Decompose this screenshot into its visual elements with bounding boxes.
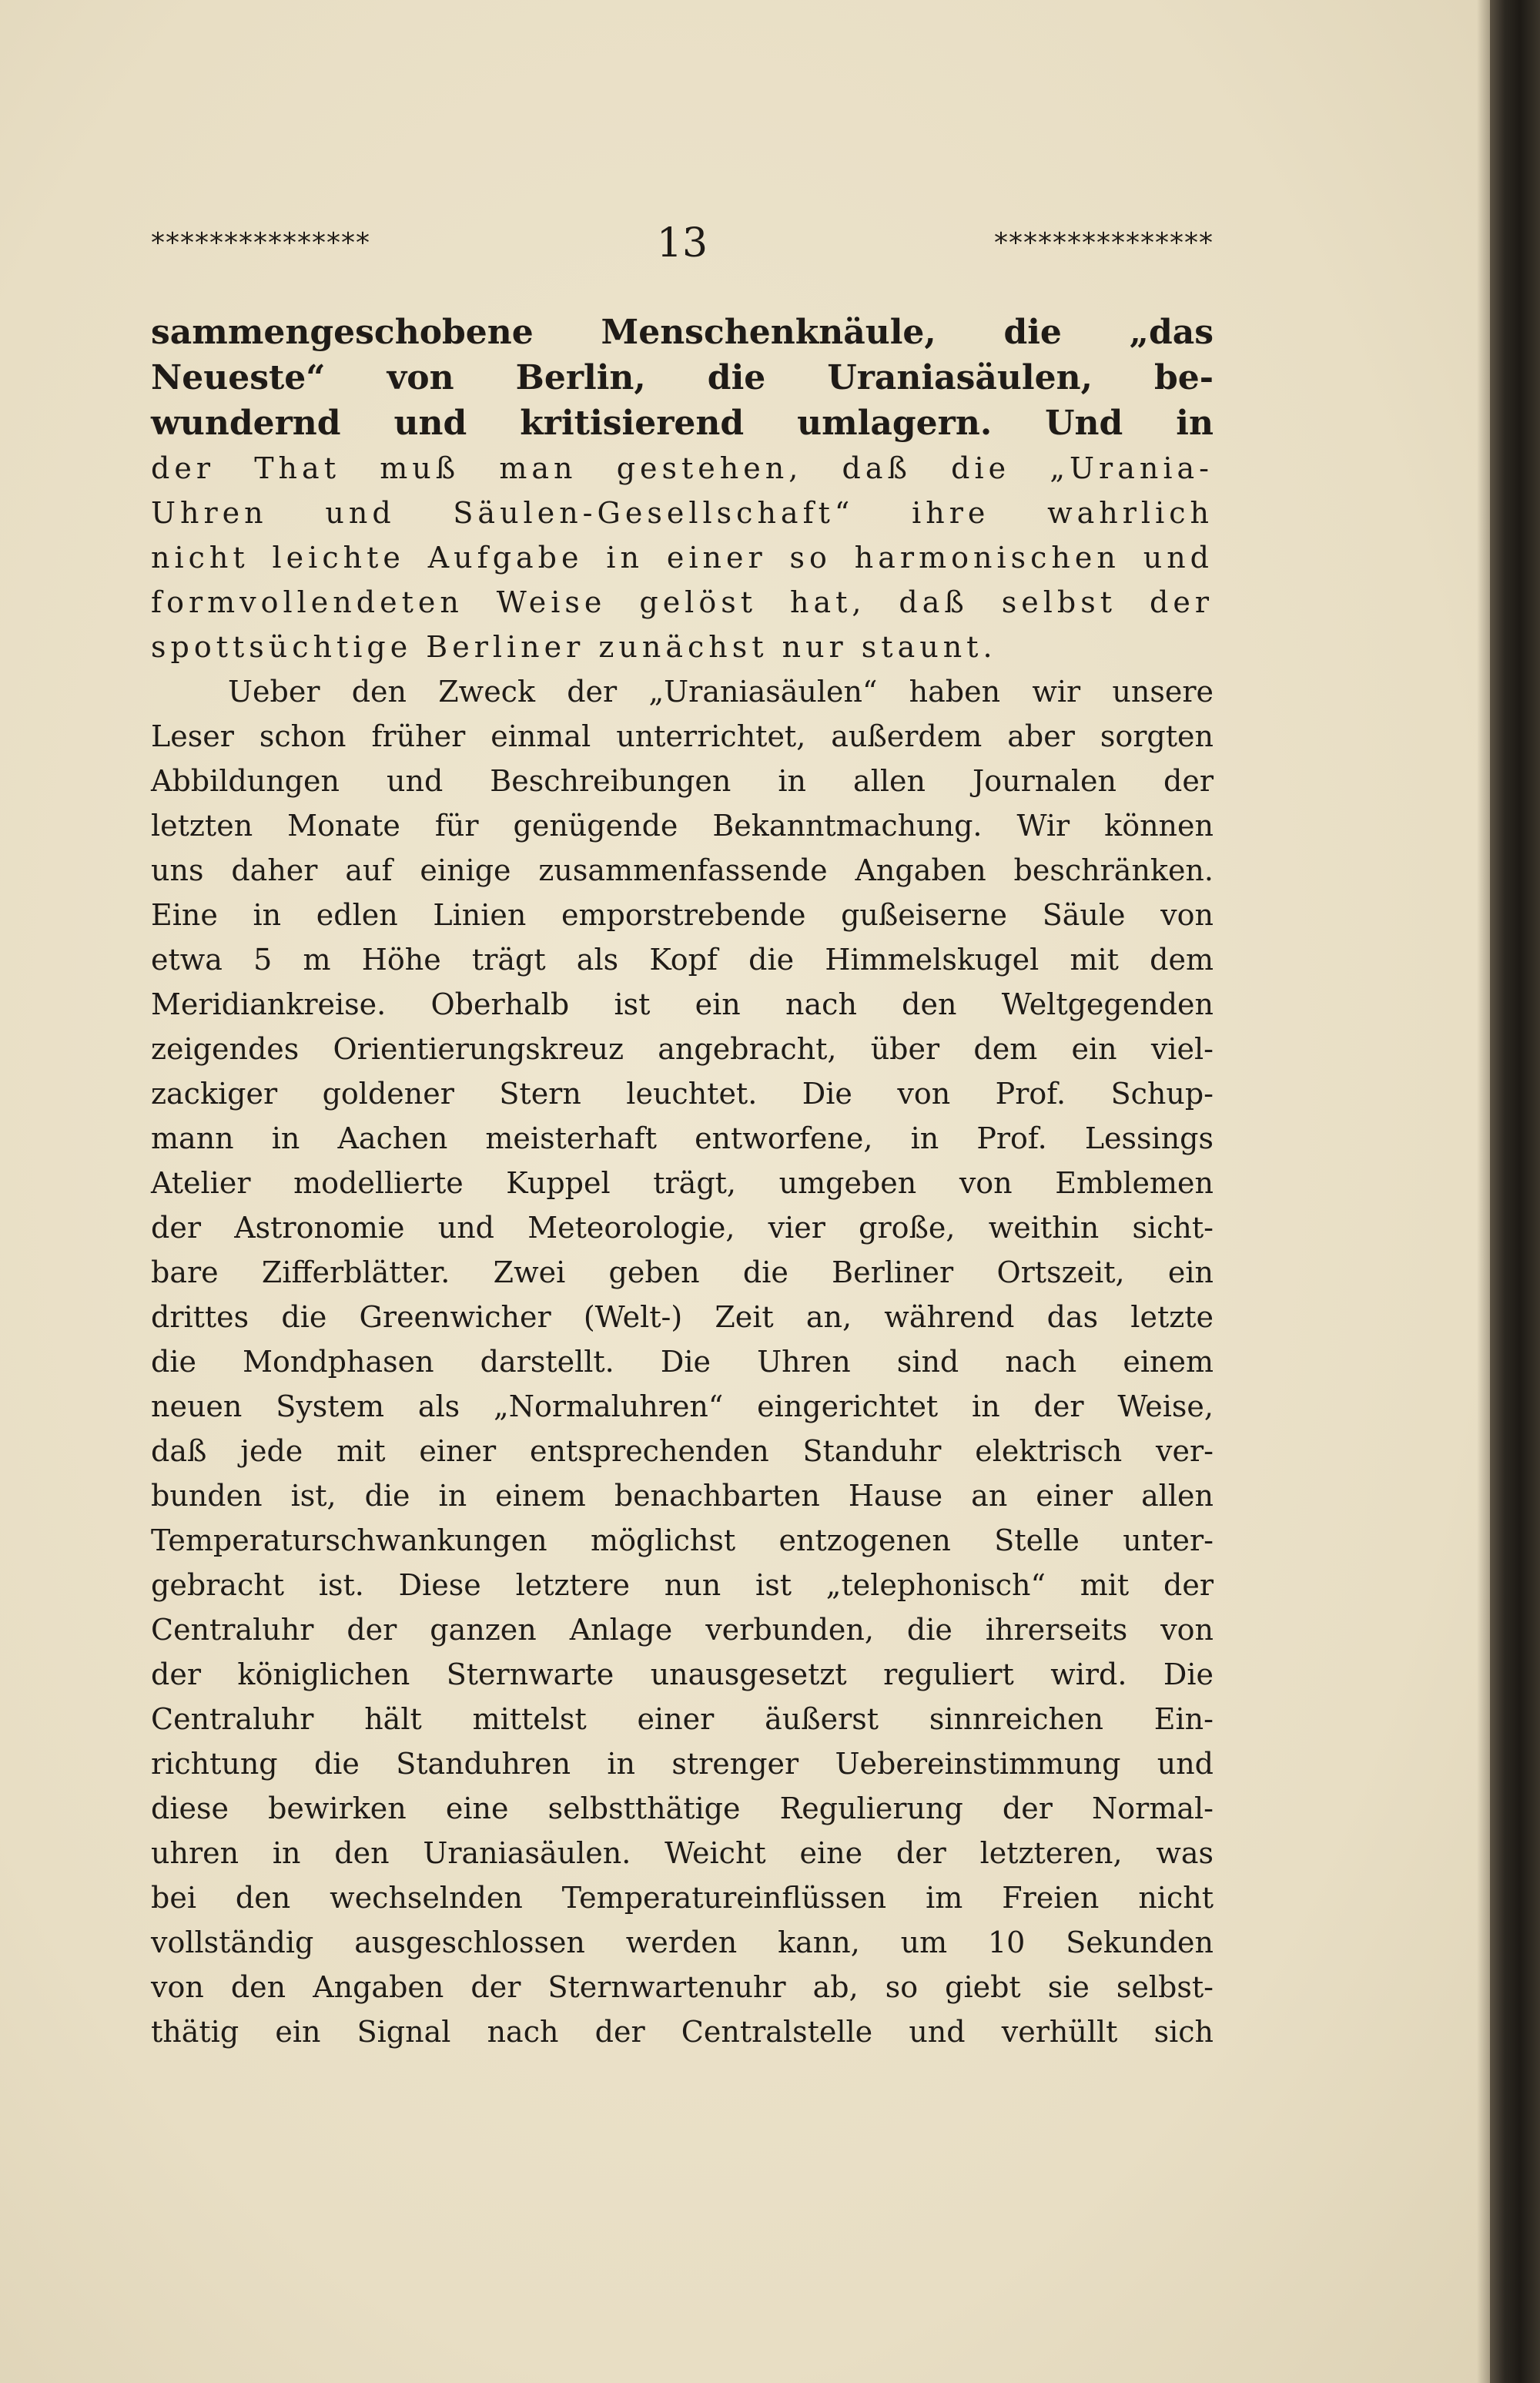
text-line: spottsüchtige Berliner zunächst nur staunt. (151, 630, 997, 664)
text-line: zeigendes Orientierungskreuz angebracht, über dem ein viel- (151, 1032, 1214, 1066)
text-line: uhren in den Uraniasäulen. Weicht eine der letzteren, was (151, 1836, 1214, 1870)
text-line: daß jede mit einer entsprechenden Standuhr elektrisch ver- (151, 1434, 1214, 1468)
text-line: Temperaturschwankungen möglichst entzogenen Stelle unter- (151, 1523, 1214, 1557)
page-number: 13 (656, 220, 708, 266)
text-line: neuen System als „Normaluhren“ eingerichtet in der Weise, (151, 1389, 1214, 1423)
text-line: bare Zifferblätter. Zwei geben die Berliner Ortszeit, ein (151, 1255, 1214, 1289)
text-line: Uhren und Säulen-Gesellschaft“ ihre wahrlich (151, 496, 1214, 530)
text-line: thätig ein Signal nach der Centralstelle und verhüllt sich (151, 2015, 1214, 2049)
page-header (151, 213, 1214, 274)
text-line: der Astronomie und Meteorologie, vier große, weithin sicht- (151, 1211, 1214, 1245)
text-line: sammengeschobene Menschenknäule, die „das (151, 313, 1214, 352)
text-line: etwa 5 m Höhe trägt als Kopf die Himmelskugel mit dem (151, 943, 1214, 977)
text-line: von den Angaben der Sternwartenuhr ab, so giebt sie selbst- (151, 1970, 1214, 2004)
text-line: formvollendeten Weise gelöst hat, daß selbst der (151, 585, 1214, 619)
page-gutter-shadow (1477, 0, 1490, 2383)
text-line: Ueber den Zweck der „Uraniasäulen“ haben wir unsere (228, 675, 1214, 709)
header-ornament-left: *************** (151, 227, 370, 259)
text-line: nicht leichte Aufgabe in einer so harmonischen und (151, 541, 1214, 575)
book-spine (1490, 0, 1540, 2383)
text-line: Meridiankreise. Oberhalb ist ein nach den Weltgegenden (151, 987, 1214, 1021)
text-line: diese bewirken eine selbstthätige Regulierung der Normal- (151, 1791, 1214, 1825)
text-line: vollständig ausgeschlossen werden kann, um 10 Sekunden (151, 1926, 1214, 1959)
text-line: Centraluhr hält mittelst einer äußerst sinnreichen Ein- (151, 1702, 1214, 1736)
body-text (151, 310, 1214, 2054)
text-line: Leser schon früher einmal unterrichtet, außerdem aber sorgten (151, 719, 1214, 753)
text-line: der That muß man gestehen, daß die „Urania- (151, 451, 1214, 485)
text-line: Neueste“ von Berlin, die Uraniasäulen, be- (151, 358, 1214, 397)
text-line: drittes die Greenwicher (Welt-) Zeit an, während das letzte (151, 1300, 1214, 1334)
text-line: zackiger goldener Stern leuchtet. Die von Prof. Schup- (151, 1077, 1214, 1111)
header-ornament-right: *************** (993, 227, 1214, 259)
text-line: bunden ist, die in einem benachbarten Hause an einer allen (151, 1479, 1214, 1513)
text-line: gebracht ist. Diese letztere nun ist „telephonisch“ mit der (151, 1568, 1214, 1602)
text-line: mann in Aachen meisterhaft entworfene, in Prof. Lessings (151, 1121, 1214, 1155)
text-line: Abbildungen und Beschreibungen in allen Journalen der (151, 764, 1214, 798)
text-line: Centraluhr der ganzen Anlage verbunden, die ihrerseits von (151, 1613, 1214, 1647)
text-line: wundernd und kritisierend umlagern. Und in (151, 404, 1214, 443)
text-line: bei den wechselnden Temperatureinflüssen im Freien nicht (151, 1881, 1214, 1915)
text-line: der königlichen Sternwarte unausgesetzt reguliert wird. Die (151, 1657, 1214, 1691)
text-line: richtung die Standuhren in strenger Uebereinstimmung und (151, 1747, 1214, 1781)
text-line: letzten Monate für genügende Bekanntmachung. Wir können (151, 809, 1214, 843)
text-line: uns daher auf einige zusammenfassende Angaben beschränken. (151, 853, 1214, 887)
text-line: Atelier modellierte Kuppel trägt, umgeben von Emblemen (151, 1166, 1214, 1200)
text-line: die Mondphasen darstellt. Die Uhren sind nach einem (151, 1345, 1214, 1379)
text-line: Eine in edlen Linien emporstrebende gußeiserne Säule von (151, 898, 1214, 932)
